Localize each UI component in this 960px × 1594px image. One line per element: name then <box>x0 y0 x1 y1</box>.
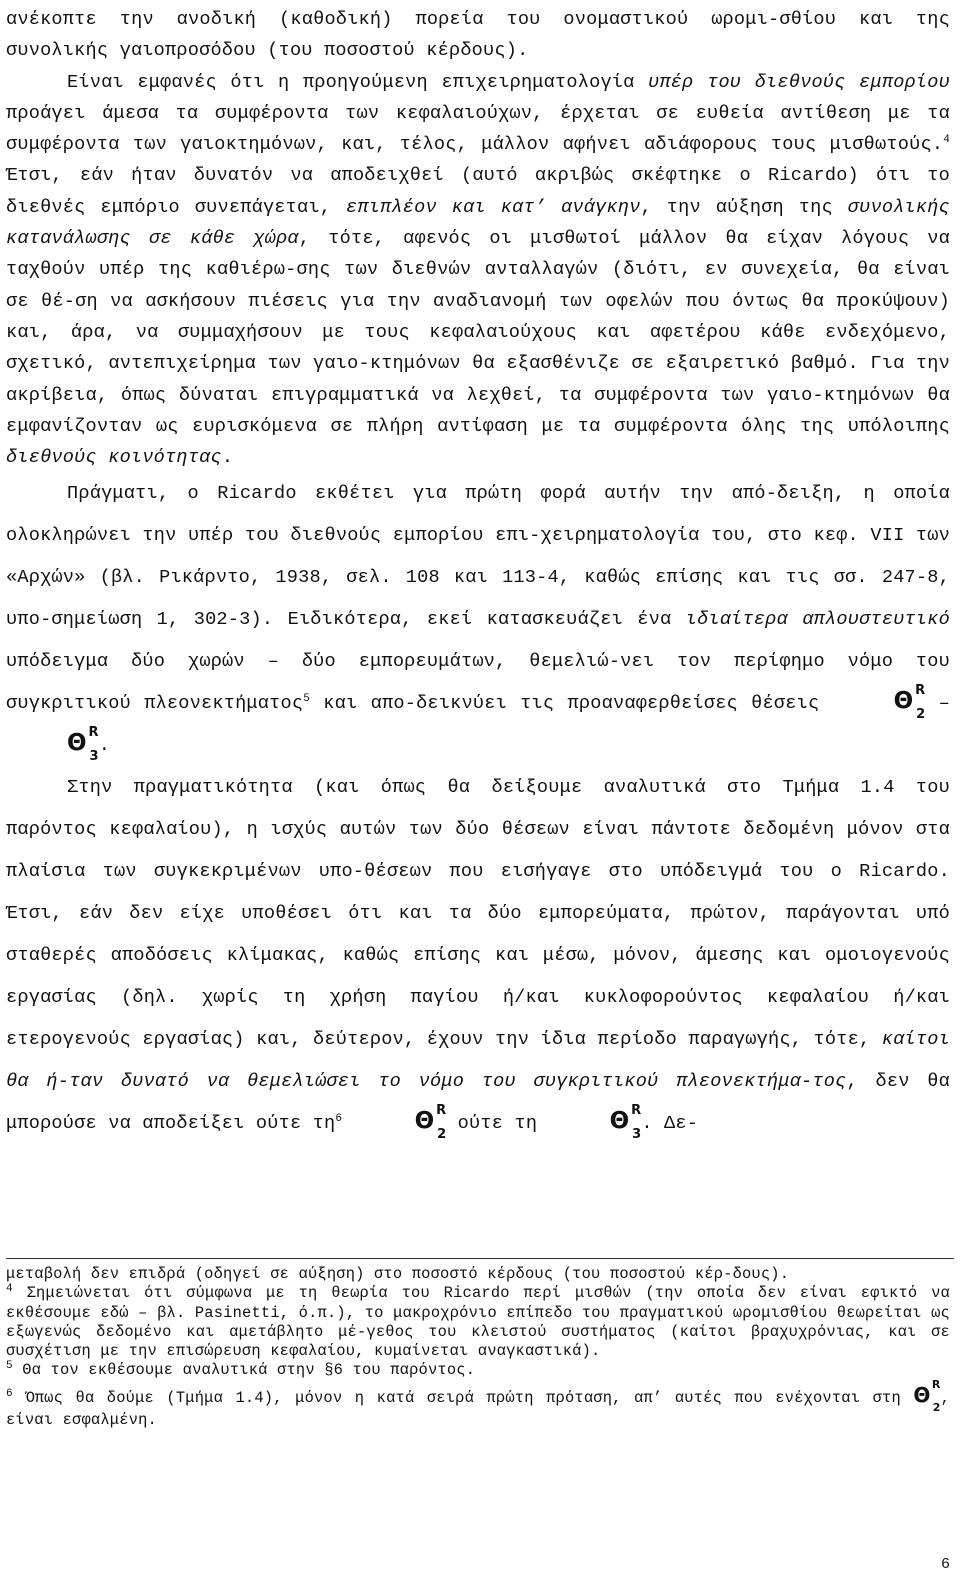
footnote-ref-4: 4 <box>943 134 950 146</box>
footnote-ref-6: 6 <box>335 1113 343 1126</box>
paragraph-4: Στην πραγματικότητα (και όπως θα δείξουμε αναλυτικά στο Τμήμα 1.4 του παρόντος κεφαλαίου), η ισχύς αυτών των δύο θέσεων είναι πάντοτε δεδομένη μόνον στα πλαίσια των συγκεκριμένων υπο-θέσεων που εισήγαγε στο υπόδειγμά του ο Ricardo. Έτσι, εάν δεν είχε υποθέσει ότι και τα δύο εμπορεύματα, πρώτον, παράγονται υπό σταθερές αποδόσεις κλίμακας, καθώς επίσης και μέσω, μόνον, άμεσης και ομοιογενούς εργασίας (δηλ. χωρίς τη χρήση παγίου ή/και κυκλοφορούντος κεφαλαίου ή/και ετερογενούς εργασίας) και, δεύτερον, έχουν την ίδια περίοδο παραγωγής, τότε, καίτοι θα ή-ταν δυνατό να θεμελιώσει το νόμο του συγκριτικού πλεονεκτήμα-τος, δεν θα μπορούσε να αποδείξει ούτε τη$^6$ Θ R 2 ούτε τη Θ R 3 . Δε- <box>6 777 950 1143</box>
theta-3-symbol: Θ R 3 <box>609 1103 642 1143</box>
theta-2-symbol: Θ R 2 <box>893 683 926 723</box>
body-text <box>6 4 950 1145</box>
footnote-continuation: μεταβολή δεν επιδρά (οδηγεί σε αύξηση) στο ποσοστό κέρδους (του ποσοστού κέρ-δους). <box>6 1265 790 1283</box>
paragraph-2: Είναι εμφανές ότι η προηγούμενη επιχειρηματολογία υπέρ του διεθνούς εμπορίου προάγει άμεσα τα συμφέροντα των κεφαλαιούχων, έρχεται σε ευθεία αντίθεση με τα συμφέροντα των γαιοκτημόνων, και, τέλος, μάλλον αφήνει αδιάφορους τους μισθωτούς.$^4$ Έτσι, εάν ήταν δυνατόν να αποδειχθεί (αυτό ακριβώς σκέφτηκε ο Ricardo) ότι το διεθνές εμπόριο συνεπάγεται, επιπλέον και κατ’ ανάγκην, την αύξηση της συνολικής κατανάλωσης σε κάθε χώρα, τότε, αφενός οι μισθωτοί μάλλον θα είχαν λόγους να ταχθούν υπέρ της καθιέρω-σης των διεθνών ανταλλαγών (διότι, εν συνεχεία, θα είναι σε θέ-ση να ασκήσουν πιέσεις για την αναδιανομή των οφελών που όντως θα προκύψουν) και, άρα, να συμμαχήσουν με τους κεφαλαιούχους και αφετέρου κάθε ενδεχόμενο, σχετικό, αντεπιχείρημα των γαιο-κτημόνων θα εξασθένιζε σε εξαιρετικό βαθμό. Για την ακρίβεια, όπως δύναται επιγραμματικά να λεχθεί, τα συμφέροντα των γαιο-κτημόνων θα εμφανίζονταν ως ευρισκόμενα σε πλήρη αντίφαση με τα συμφέροντα όλης της υπόλοιπης διεθνούς κοινότητας. <box>6 71 951 469</box>
page-number: 6 <box>940 1556 950 1573</box>
footnotes <box>6 1265 950 1431</box>
theta-2-symbol: Θ R 2 <box>913 1377 941 1414</box>
theta-3-symbol: Θ R 3 <box>67 725 99 765</box>
footnote-5: $^5$ Θα τον εκθέσουμε αναλυτικά στην §6 του παρόντος. <box>6 1360 476 1380</box>
paragraph-3: Πράγματι, ο Ricardo εκθέτει για πρώτη φορά αυτήν την από-δειξη, η οποία ολοκληρώνει την υπέρ του διεθνούς εμπορίου επι-χειρηματολογία του, στο κεφ. VII των «Αρχών» (βλ. Ρικάρντο, 1938, σελ. 108 και 113-4, καθώς επίσης και τις σσ. 247-8, υπο-σημείωση 1, 302-3). Ειδικότερα, εκεί κατασκευάζει ένα ιδιαίτερα απλουστευτικό υπόδειγμα δύο χωρών – δύο εμπορευμάτων, θεμελιώ-νει τον περίφημο νόμο του συγκριτικού πλεονεκτήματος$^5$ και απο-δεικνύει τις προαναφερθείσες θέσεις Θ R 2 – Θ R 3 . <box>6 483 950 765</box>
footnote-separator <box>6 1258 954 1259</box>
theta-2-symbol: Θ R 2 <box>414 1103 447 1143</box>
paragraph-1: ανέκοπτε την ανοδική (καθοδική) πορεία του ονομαστικού ωρομι-σθίου και της συνολικής γαιοπροσόδου (του ποσοστού κέρδους). <box>6 9 950 62</box>
footnote-ref-5: 5 <box>303 693 311 706</box>
footnote-4: $^4$ Σημειώνεται ότι σύμφωνα με τη θεωρία του Ricardo περί μισθών (την οποία δεν είναι εφικτό να εκθέσουμε εδώ – βλ. Pasinetti, ό.π.), το μακροχρόνιο επίπεδο του πραγματικού ωρομισθίου θεωρείται ως εξωγενώς δεδομένο και αμετάβλητο μέ-γεθος του κλειστού συστήματος (καίτοι βραχυχρόνιας, και σε συσχέτιση με την επισώρευση κεφαλαίου, κυμαίνεται αναγκαστικά). <box>6 1283 950 1361</box>
footnote-6: $^6$ Όπως θα δούμε (Τμήμα 1.4), μόνον η κατά σειρά πρώτη πρόταση, απ’ αυτές που ενέχονται στη Θ R 2 , είναι εσφαλμένη. <box>6 1377 950 1429</box>
